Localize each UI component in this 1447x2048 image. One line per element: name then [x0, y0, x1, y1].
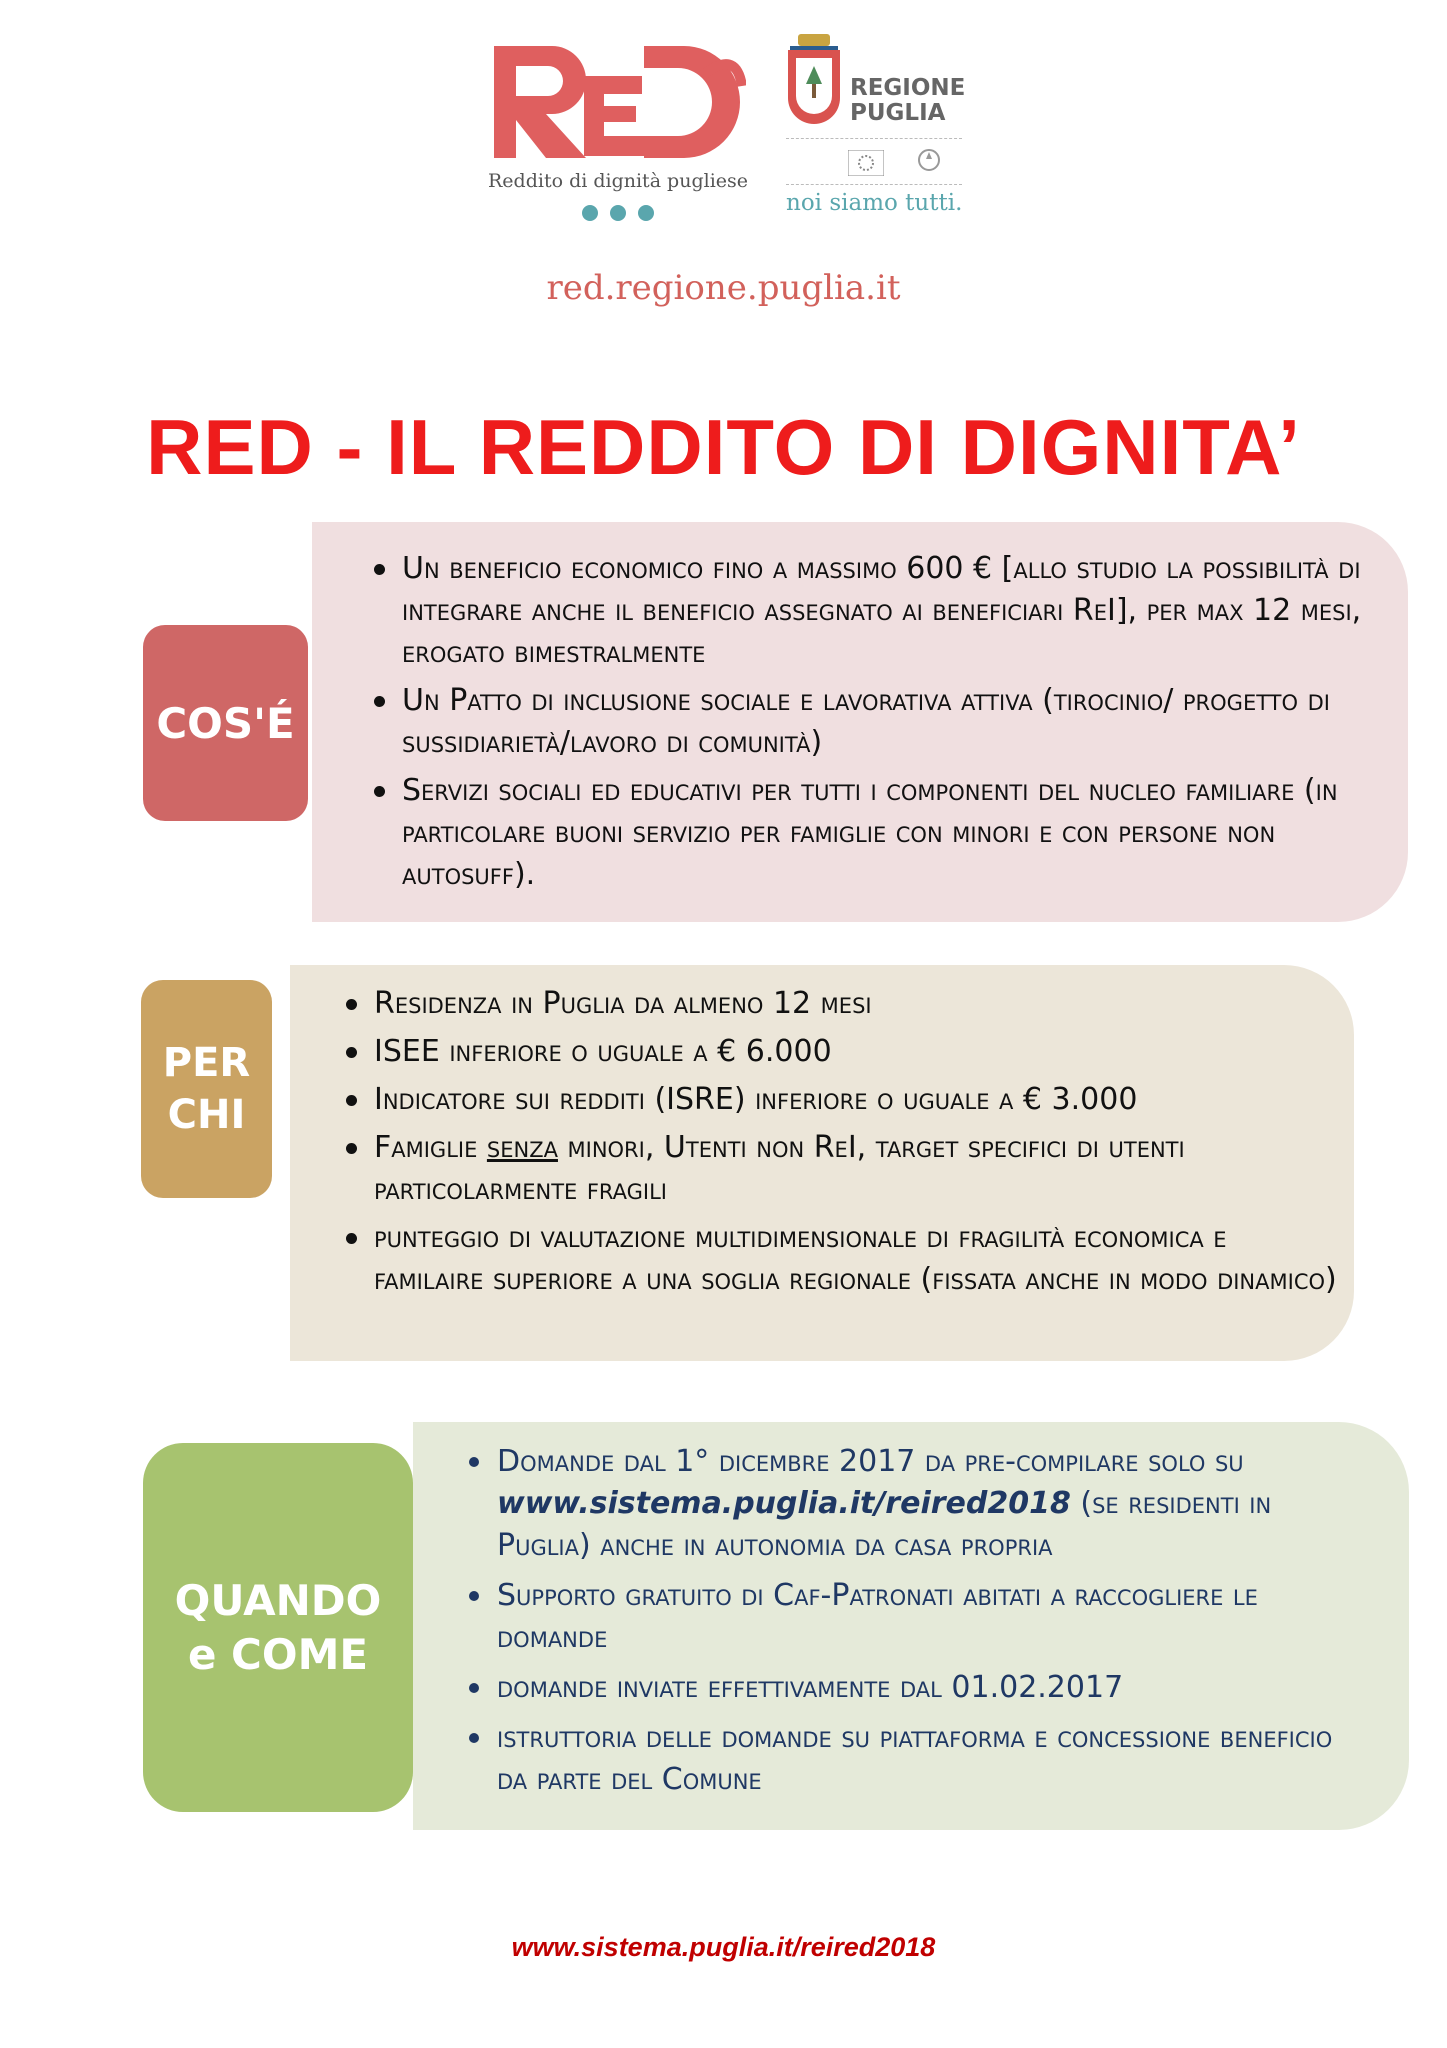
dots-icon: [580, 202, 660, 224]
footer-link[interactable]: www.sistema.puglia.it/reired2018: [511, 1932, 936, 1962]
cose-tab: COS'É: [143, 625, 308, 821]
region-motto: noi siamo tutti.: [786, 190, 963, 216]
quando-list: [463, 1441, 1363, 1809]
divider: [786, 138, 962, 139]
cose-list: [368, 548, 1368, 902]
list-item: Un Patto di inclusione sociale e lavorativa attiva (tirocinio/ progetto di sussidiarietà/lavoro di comunità): [368, 680, 1368, 764]
list-item: ISEE inferiore o uguale a € 6.000: [340, 1031, 1340, 1073]
list-item: Supporto gratuito di Caf-Patronati abitati a raccogliere le domande: [463, 1575, 1363, 1659]
quando-tab: QUANDO e COME: [143, 1443, 413, 1812]
reired-link[interactable]: www.sistema.puglia.it/reired2018: [497, 1486, 1071, 1521]
item-text: Famiglie: [374, 1130, 487, 1165]
page-title: RED - IL REDDITO DI DIGNITA’: [146, 403, 1301, 491]
list-item: Indicatore sui redditi (ISRE) inferiore o uguale a € 3.000: [340, 1079, 1340, 1121]
red-logo: [488, 36, 749, 226]
region-name: REGIONE PUGLIA: [850, 75, 966, 126]
site-link[interactable]: red.regione.puglia.it: [546, 268, 901, 308]
item-text: (se residenti in Puglia) anche in autonomia da casa propria: [497, 1486, 1272, 1563]
italian-emblem-icon: [914, 146, 944, 178]
eu-flag-icon: [848, 150, 884, 176]
underlined-text: senza: [486, 1130, 558, 1165]
perchi-list: [340, 983, 1340, 1307]
red-wordmark-icon: [488, 36, 746, 166]
list-item: domande inviate effettivamente dal 01.02.2017: [463, 1667, 1363, 1709]
item-text: Domande dal 1° dicembre 2017 da pre-compilare solo su: [497, 1444, 1244, 1479]
list-item: [463, 1441, 1363, 1567]
list-item: istruttoria delle domande su piattaforma e concessione beneficio da parte del Comune: [463, 1717, 1363, 1801]
list-item: Servizi sociali ed educativi per tutti i componenti del nucleo familiare (in particolare buoni servizio per famiglie con minori e con persone non autosuff).: [368, 770, 1368, 896]
list-item: [340, 1127, 1340, 1211]
item-text: minori, Utenti non ReI, target specifici di utenti particolarmente fragili: [374, 1130, 1185, 1207]
perchi-tab: PER CHI: [141, 980, 272, 1198]
regione-puglia-logo: [784, 32, 1004, 232]
list-item: Un beneficio economico fino a massimo 600 € [allo studio la possibilità di integrare anche il beneficio assegnato ai beneficiari ReI], per max 12 mesi, erogato bimestralmente: [368, 548, 1368, 674]
list-item: punteggio di valutazione multidimensionale di fragilità economica e familaire superiore a una soglia regionale (fissata anche in modo dinamico): [340, 1217, 1340, 1301]
list-item: Residenza in Puglia da almeno 12 mesi: [340, 983, 1340, 1025]
regione-puglia-coat-of-arms-icon: [784, 32, 844, 132]
divider: [786, 184, 962, 185]
red-tagline: Reddito di dignità pugliese: [488, 170, 749, 192]
